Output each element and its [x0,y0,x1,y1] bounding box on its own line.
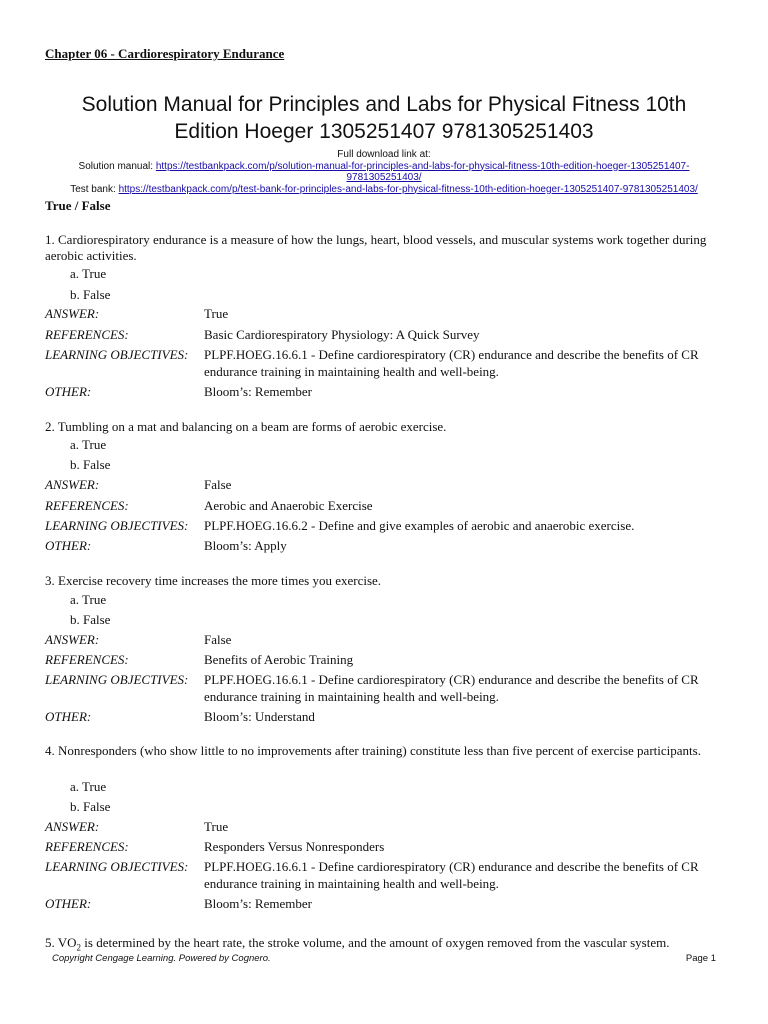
download-links [0,149,768,195]
section-title: True / False [45,198,111,213]
question-4-text: 4. Nonresponders (who show little to no improvements after training) constitute less than five percent of exercise participants. [45,743,701,758]
question-2-objectives: PLPF.HOEG.16.6.2 - Define and give examples of aerobic and anaerobic exercise. [204,518,635,533]
answer-label: ANSWER: [45,632,100,647]
question-3-text: 3. Exercise recovery time increases the more times you exercise. [45,573,382,588]
document-title: Solution Manual for Principles and Labs for Physical Fitness 10th Edition Hoeger 1305251407 9781305251403 [81,93,687,143]
test-bank-label: Test bank: [70,183,116,195]
question-3-option-a: a. True [70,592,107,607]
references-label: REFERENCES: [45,327,129,342]
question-4-answer: True [204,819,229,834]
other-label: OTHER: [45,896,92,911]
question-1-option-a: a. True [70,266,107,281]
question-5-text: 5. $VO_2$ is determined by the heart rate, the stroke volume, and the amount of oxygen removed from the vascular system. [45,935,670,953]
question-3-objectives: PLPF.HOEG.16.6.1 - Define cardiorespiratory (CR) endurance and describe the benefits of CR endurance training in maintaining health and well-being. [204,672,699,704]
question-3-references: Benefits of Aerobic Training [204,652,354,667]
answer-label: ANSWER: [45,306,100,321]
question-3-answer: False [204,632,232,647]
question-1-option-b: b. False [70,287,111,302]
objectives-label: LEARNING OBJECTIVES: [45,672,189,687]
question-2-answer: False [204,477,232,492]
other-label: OTHER: [45,709,92,724]
question-1-references: Basic Cardiorespiratory Physiology: A Quick Survey [204,327,480,342]
references-label: REFERENCES: [45,498,129,513]
question-4-objectives: PLPF.HOEG.16.6.1 - Define cardiorespiratory (CR) endurance and describe the benefits of CR endurance training in maintaining health and well-being. [204,859,699,891]
question-4-option-a: a. True [70,779,107,794]
answer-label: ANSWER: [45,477,100,492]
question-2-text: 2. Tumbling on a mat and balancing on a beam are forms of aerobic exercise. [45,419,447,434]
page-number: Page 1 [685,953,716,964]
question-2-other: Bloom’s: Apply [204,538,287,553]
question-2-references: Aerobic and Anaerobic Exercise [204,498,373,513]
question-2-option-a: a. True [70,437,107,452]
test-bank-link[interactable]: https://testbankpack.com/p/test-bank-for-principles-and-labs-for-physical-fitness-10th-edition-hoeger-1305251407-9781305251403/ [118,183,698,195]
solution-manual-link-cont[interactable]: 9781305251403/ [346,172,422,183]
answer-label: ANSWER: [45,819,100,834]
question-3-other: Bloom’s: Understand [204,709,315,724]
question-1-objectives: PLPF.HOEG.16.6.1 - Define cardiorespiratory (CR) endurance and describe the benefits of CR endurance training in maintaining health and well-being. [204,347,699,379]
question-1-answer: True [204,306,229,321]
other-label: OTHER: [45,384,92,399]
question-4-other: Bloom’s: Remember [204,896,312,911]
question-3-option-b: b. False [70,612,111,627]
question-1-other: Bloom’s: Remember [204,384,312,399]
references-label: REFERENCES: [45,839,129,854]
objectives-label: LEARNING OBJECTIVES: [45,859,189,874]
copyright: Copyright Cengage Learning. Powered by Cognero. [52,953,271,964]
question-4-option-b: b. False [70,799,111,814]
other-label: OTHER: [45,538,92,553]
solution-manual-link[interactable]: https://testbankpack.com/p/solution-manual-for-principles-and-labs-for-physical-fitness-10th-edition-hoeger-1305251407- [155,160,690,172]
chapter-heading: Chapter 06 - Cardiorespiratory Endurance [45,46,285,61]
question-2-option-b: b. False [70,457,111,472]
solution-manual-label: Solution manual: [78,160,154,172]
question-1-text: 1. Cardiorespiratory endurance is a measure of how the lungs, heart, blood vessels, and muscular systems work together during aerobic activities. [45,232,707,263]
references-label: REFERENCES: [45,652,129,667]
objectives-label: LEARNING OBJECTIVES: [45,347,189,362]
download-label: Full download link at: [337,149,431,160]
objectives-label: LEARNING OBJECTIVES: [45,518,189,533]
question-4-references: Responders Versus Nonresponders [204,839,385,854]
